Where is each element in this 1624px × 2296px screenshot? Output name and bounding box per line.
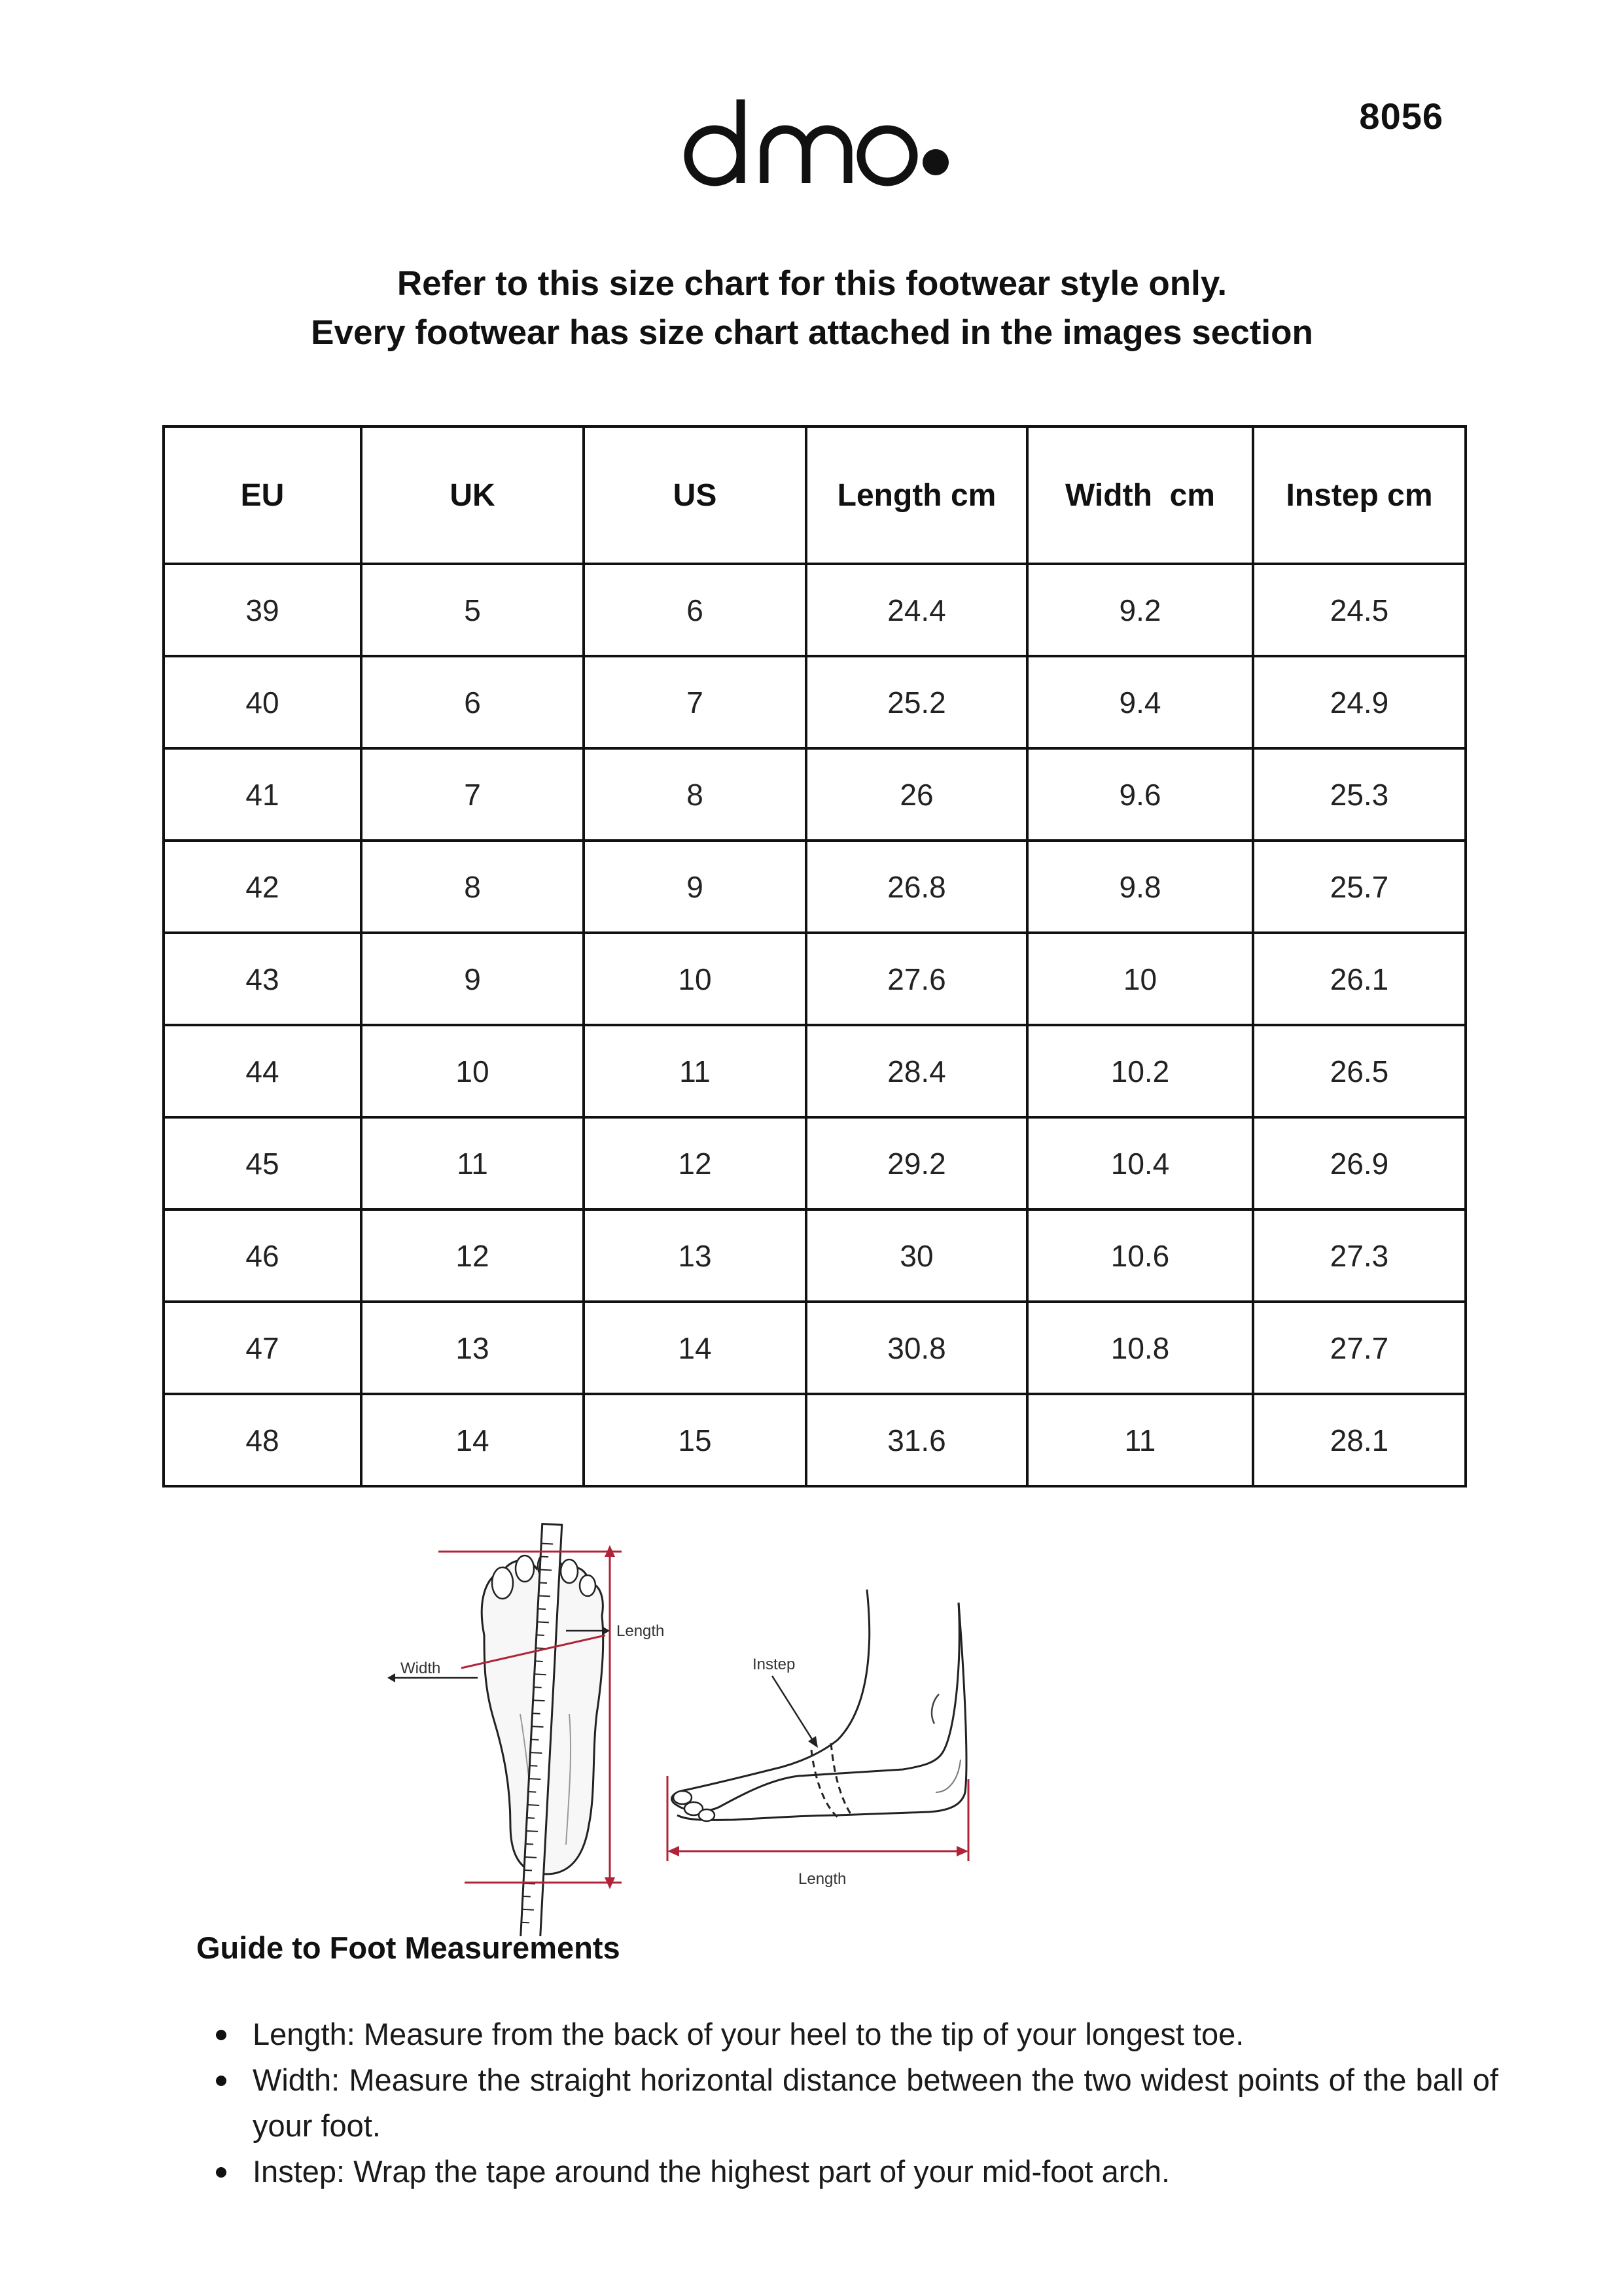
table-cell: 24.9 xyxy=(1253,656,1466,748)
table-cell: 5 xyxy=(361,564,584,656)
table-cell: 25.7 xyxy=(1253,841,1466,933)
table-cell: 44 xyxy=(164,1025,361,1117)
column-header: US xyxy=(584,426,806,564)
table-cell: 26.1 xyxy=(1253,933,1466,1025)
table-cell: 7 xyxy=(584,656,806,748)
product-code: 8056 xyxy=(1359,96,1443,137)
table-cell: 42 xyxy=(164,841,361,933)
table-cell: 10.4 xyxy=(1027,1117,1253,1209)
table-cell: 25.3 xyxy=(1253,748,1466,841)
table-cell: 11 xyxy=(361,1117,584,1209)
table-cell: 39 xyxy=(164,564,361,656)
foot-measurement-diagram xyxy=(380,1518,1125,1936)
table-cell: 24.4 xyxy=(806,564,1027,656)
column-header: EU xyxy=(164,426,361,564)
side-length-label: Length xyxy=(798,1870,847,1888)
guide-list xyxy=(196,2011,1498,2195)
table-header-row xyxy=(164,426,1466,564)
table-cell: 31.6 xyxy=(806,1394,1027,1486)
table-cell: 10.2 xyxy=(1027,1025,1253,1117)
side-view-illustration xyxy=(667,1590,968,1888)
column-header: Width cm xyxy=(1027,426,1253,564)
table-cell: 30.8 xyxy=(806,1302,1027,1394)
list-item: Instep: Wrap the tape around the highest part of your mid-foot arch. xyxy=(253,2149,1498,2195)
table-cell: 14 xyxy=(361,1394,584,1486)
table-row xyxy=(164,841,1466,933)
table-cell: 12 xyxy=(584,1117,806,1209)
table-cell: 45 xyxy=(164,1117,361,1209)
table-cell: 41 xyxy=(164,748,361,841)
side-instep-label: Instep xyxy=(752,1656,796,1673)
table-row xyxy=(164,656,1466,748)
table-cell: 10 xyxy=(1027,933,1253,1025)
table-cell: 10 xyxy=(584,933,806,1025)
table-cell: 8 xyxy=(361,841,584,933)
dmo-logo-mark xyxy=(680,92,949,196)
table-cell: 46 xyxy=(164,1209,361,1302)
table-cell: 6 xyxy=(584,564,806,656)
table-cell: 14 xyxy=(584,1302,806,1394)
table-cell: 48 xyxy=(164,1394,361,1486)
table-row xyxy=(164,1025,1466,1117)
table-cell: 28.4 xyxy=(806,1025,1027,1117)
table-cell: 27.7 xyxy=(1253,1302,1466,1394)
table-cell: 29.2 xyxy=(806,1117,1027,1209)
table-cell: 13 xyxy=(361,1302,584,1394)
table-cell: 7 xyxy=(361,748,584,841)
table-cell: 11 xyxy=(584,1025,806,1117)
table-cell: 9.4 xyxy=(1027,656,1253,748)
table-cell: 27.3 xyxy=(1253,1209,1466,1302)
table-cell: 9.6 xyxy=(1027,748,1253,841)
table-cell: 15 xyxy=(584,1394,806,1486)
table-cell: 30 xyxy=(806,1209,1027,1302)
column-header: Length cm xyxy=(806,426,1027,564)
list-item: Width: Measure the straight horizontal distance between the two widest points of the ball of your foot. xyxy=(253,2057,1498,2149)
table-row xyxy=(164,933,1466,1025)
column-header: Instep cm xyxy=(1253,426,1466,564)
table-cell: 47 xyxy=(164,1302,361,1394)
sole-width-label: Width xyxy=(400,1660,441,1677)
table-row xyxy=(164,748,1466,841)
table-row xyxy=(164,1302,1466,1394)
table-row xyxy=(164,1394,1466,1486)
table-cell: 8 xyxy=(584,748,806,841)
table-cell: 6 xyxy=(361,656,584,748)
list-item: Length: Measure from the back of your heel to the tip of your longest toe. xyxy=(253,2011,1498,2057)
table-cell: 9 xyxy=(361,933,584,1025)
table-cell: 11 xyxy=(1027,1394,1253,1486)
table-row xyxy=(164,1117,1466,1209)
table-cell: 28.1 xyxy=(1253,1394,1466,1486)
headline-line-2: Every footwear has size chart attached in the images section xyxy=(311,313,1313,352)
table-cell: 27.6 xyxy=(806,933,1027,1025)
brand-logo xyxy=(680,92,949,196)
table-cell: 24.5 xyxy=(1253,564,1466,656)
table-cell: 26.9 xyxy=(1253,1117,1466,1209)
table-cell: 9 xyxy=(584,841,806,933)
table-row xyxy=(164,1209,1466,1302)
sole-view-illustration xyxy=(387,1524,664,1936)
table-cell: 10.8 xyxy=(1027,1302,1253,1394)
table-cell: 25.2 xyxy=(806,656,1027,748)
table-cell: 26.8 xyxy=(806,841,1027,933)
headline-line-1: Refer to this size chart for this footwear style only. xyxy=(397,264,1227,303)
table-cell: 13 xyxy=(584,1209,806,1302)
table-cell: 26.5 xyxy=(1253,1025,1466,1117)
table-row xyxy=(164,564,1466,656)
table-cell: 10.6 xyxy=(1027,1209,1253,1302)
guide-title: Guide to Foot Measurements xyxy=(196,1930,620,1965)
size-chart-table xyxy=(162,425,1467,1487)
table-cell: 9.2 xyxy=(1027,564,1253,656)
table-cell: 12 xyxy=(361,1209,584,1302)
foot-diagram-svg xyxy=(380,1518,1125,1936)
column-header: UK xyxy=(361,426,584,564)
table-cell: 10 xyxy=(361,1025,584,1117)
table-cell: 43 xyxy=(164,933,361,1025)
table-cell: 26 xyxy=(806,748,1027,841)
sole-length-label: Length xyxy=(616,1622,665,1640)
table-cell: 9.8 xyxy=(1027,841,1253,933)
table-cell: 40 xyxy=(164,656,361,748)
